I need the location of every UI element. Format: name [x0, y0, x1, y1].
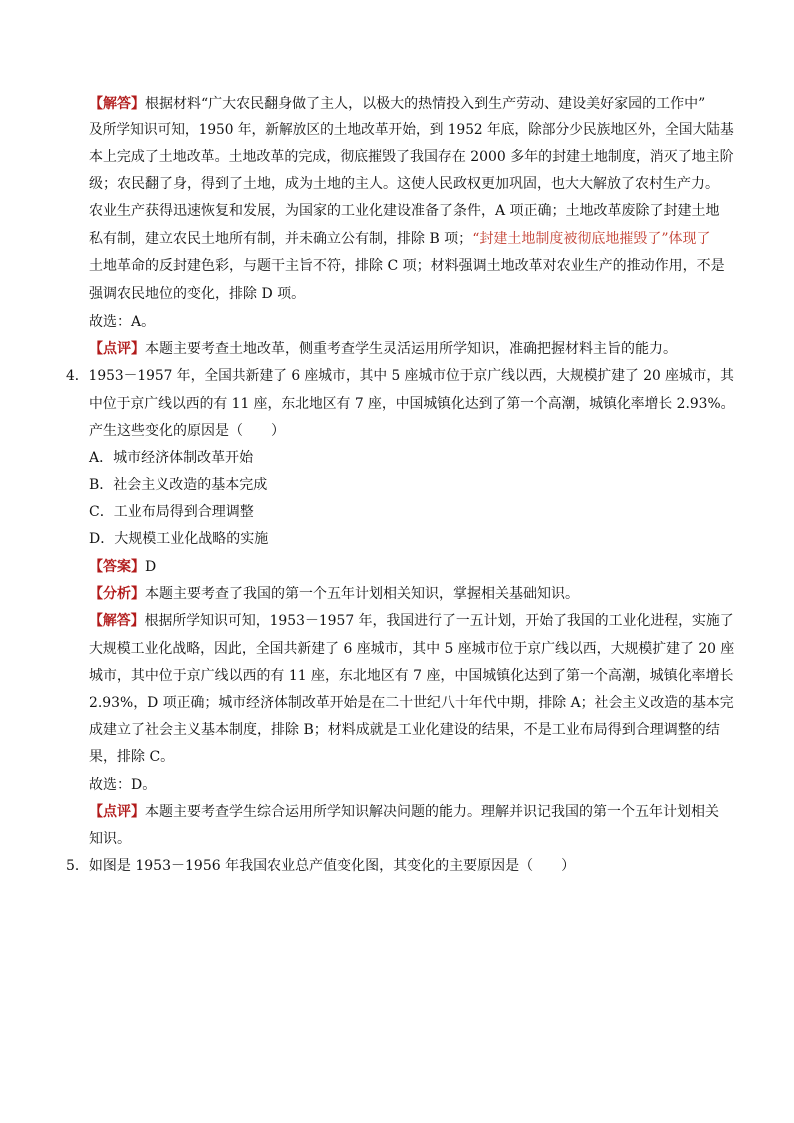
- q5-number: 5．: [66, 858, 89, 874]
- q3-jieda-line-1: 【解答】根据材料“广大农民翻身做了主人，以极大的热情投入到生产劳动、建设美好家园的工作中”: [89, 96, 706, 112]
- q4-option-a: A．城市经济体制改革开始: [89, 450, 254, 466]
- q3-jieda-line-2: 及所学知识可知，1950 年，新解放区的土地改革开始，到 1952 年底，除部分少民族地区外，全国大陆基: [89, 122, 734, 138]
- q4-dianping-line-1: 【点评】本题主要考查学生综合运用所学知识解决问题的能力。理解并识记我国的第一个五年计划相关: [89, 804, 719, 820]
- q4-option-b: B．社会主义改造的基本完成: [89, 477, 268, 493]
- dianping-tag: 【点评】: [89, 804, 145, 820]
- q3-jieda-line-8: 强调农民地位的变化，排除 D 项。: [89, 286, 306, 302]
- highlighted-quote: “封建土地制度被彻底地摧毁了”体现了: [472, 231, 711, 247]
- q4-option-c: C．工业布局得到合理调整: [89, 504, 254, 520]
- q3-guxuan: 故选：A。: [89, 314, 156, 330]
- q4-jieda-line-4: 2.93%，D 项正确；城市经济体制改革开始是在二十世纪八十年代中期，排除 A；社会主义改造的基本完: [89, 695, 734, 711]
- jieda-tag: 【解答】: [89, 613, 145, 629]
- jieda-tag: 【解答】: [89, 96, 145, 112]
- q5-stem: 5．如图是 1953－1956 年我国农业总产值变化图，其变化的主要原因是（ ）: [66, 858, 576, 874]
- q4-guxuan: 故选：D。: [89, 777, 157, 793]
- q3-jieda-line-6: 私有制，建立农民土地所有制，并未确立公有制，排除 B 项；“封建土地制度被彻底地摧毁了”体现了: [89, 231, 711, 247]
- q4-jieda-line-3: 城市，其中位于京广线以西的有 11 座，东北地区有 7 座，中国城镇化达到了第一个高潮，城镇化率增长: [89, 668, 734, 684]
- q4-dianping-line-2: 知识。: [89, 831, 131, 847]
- q4-jieda-line-2: 大规模工业化战略，因此，全国共新建了 6 座城市，其中 5 座城市位于京广线以西，大规模扩建了 20 座: [89, 641, 735, 657]
- q4-number: 4．: [66, 368, 89, 384]
- fenxi-tag: 【分析】: [89, 586, 145, 602]
- q4-stem-line-3: 产生这些变化的原因是（ ）: [89, 423, 285, 439]
- q4-jieda-line-1: 【解答】根据所学知识可知，1953－1957 年，我国进行了一五计划，开始了我国的工业化进程，实施了: [89, 613, 734, 629]
- q4-fenxi: 【分析】本题主要考查了我国的第一个五年计划相关知识，掌握相关基础知识。: [89, 586, 579, 602]
- q4-jieda-line-5: 成建立了社会主义基本制度，排除 B；材料成就是工业化建设的结果，不是工业布局得到合理调整的结: [89, 722, 720, 738]
- dianping-tag: 【点评】: [89, 341, 145, 357]
- q3-jieda-line-3: 本上完成了土地改革。土地改革的完成，彻底摧毁了我国存在 2000 多年的封建土地制度，消灭了地主阶: [89, 149, 734, 165]
- q4-stem-line-1: 4．1953－1957 年，全国共新建了 6 座城市，其中 5 座城市位于京广线以西，大规模扩建了 20 座城市，其: [66, 368, 734, 384]
- q3-dianping: 【点评】本题主要考查土地改革，侧重考查学生灵活运用所学知识，准确把握材料主旨的能力。: [89, 341, 677, 357]
- q4-stem-line-2: 中位于京广线以西的有 11 座，东北地区有 7 座，中国城镇化达到了第一个高潮，城镇化率增长 2.93%。: [89, 396, 735, 412]
- q3-jieda-line-7: 土地革命的反封建色彩，与题干主旨不符，排除 C 项；材料强调土地改革对农业生产的推动作用，不是: [89, 258, 725, 274]
- q3-jieda-line-4: 级；农民翻了身，得到了土地，成为土地的主人。这使人民政权更加巩固，也大大解放了农村生产力。: [89, 176, 719, 192]
- q4-option-d: D．大规模工业化战略的实施: [89, 531, 269, 547]
- q3-jieda-line-5: 农业生产获得迅速恢复和发展，为国家的工业化建设准备了条件，A 项正确；土地改革废除了封建土地: [89, 203, 720, 219]
- q4-answer: 【答案】D: [89, 559, 157, 575]
- answer-tag: 【答案】: [89, 559, 145, 575]
- q4-jieda-line-6: 果，排除 C。: [89, 749, 175, 765]
